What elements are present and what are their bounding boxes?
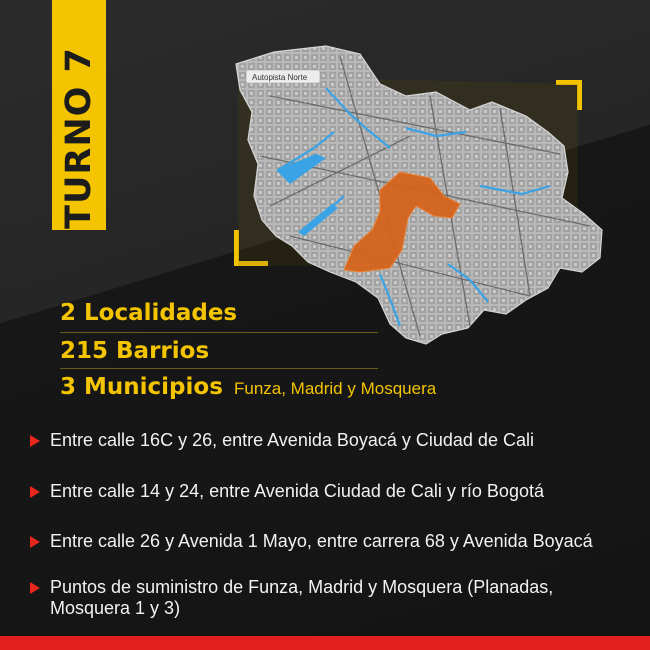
- city-map: [230, 36, 610, 348]
- stat-divider: [60, 332, 378, 333]
- stat-localidades: [60, 300, 243, 326]
- street-label: [246, 70, 320, 83]
- svg-text:Autopista Norte: Autopista Norte: [252, 73, 308, 82]
- list-item-text: Entre calle 14 y 24, entre Avenida Ciudad de Cali y río Bogotá: [50, 481, 544, 501]
- stat-number-label: 2 Localidades: [60, 300, 238, 326]
- red-arrow-icon: [30, 486, 40, 498]
- stat-number-label: 215 Barrios: [60, 338, 210, 364]
- stat-detail: Funza, Madrid y Mosquera: [233, 379, 437, 398]
- red-arrow-icon: [30, 582, 40, 594]
- stat-municipios: [60, 374, 436, 400]
- red-arrow-icon: [30, 435, 40, 447]
- stat-divider: [60, 368, 378, 369]
- list-item-text: Puntos de suministro de Funza, Madrid y Mosquera (Planadas, Mosquera 1 y 3): [50, 577, 554, 618]
- list-item-text: Entre calle 26 y Avenida 1 Mayo, entre carrera 68 y Avenida Boyacá: [50, 531, 593, 551]
- bottom-bar: [0, 636, 650, 650]
- list-item-text: Entre calle 16C y 26, entre Avenida Boyacá y Ciudad de Cali: [50, 430, 534, 450]
- turno-label: TURNO 7: [59, 47, 99, 229]
- stat-barrios: [60, 338, 215, 364]
- stat-number-label: 3 Municipios: [60, 374, 223, 400]
- red-arrow-icon: [30, 536, 40, 548]
